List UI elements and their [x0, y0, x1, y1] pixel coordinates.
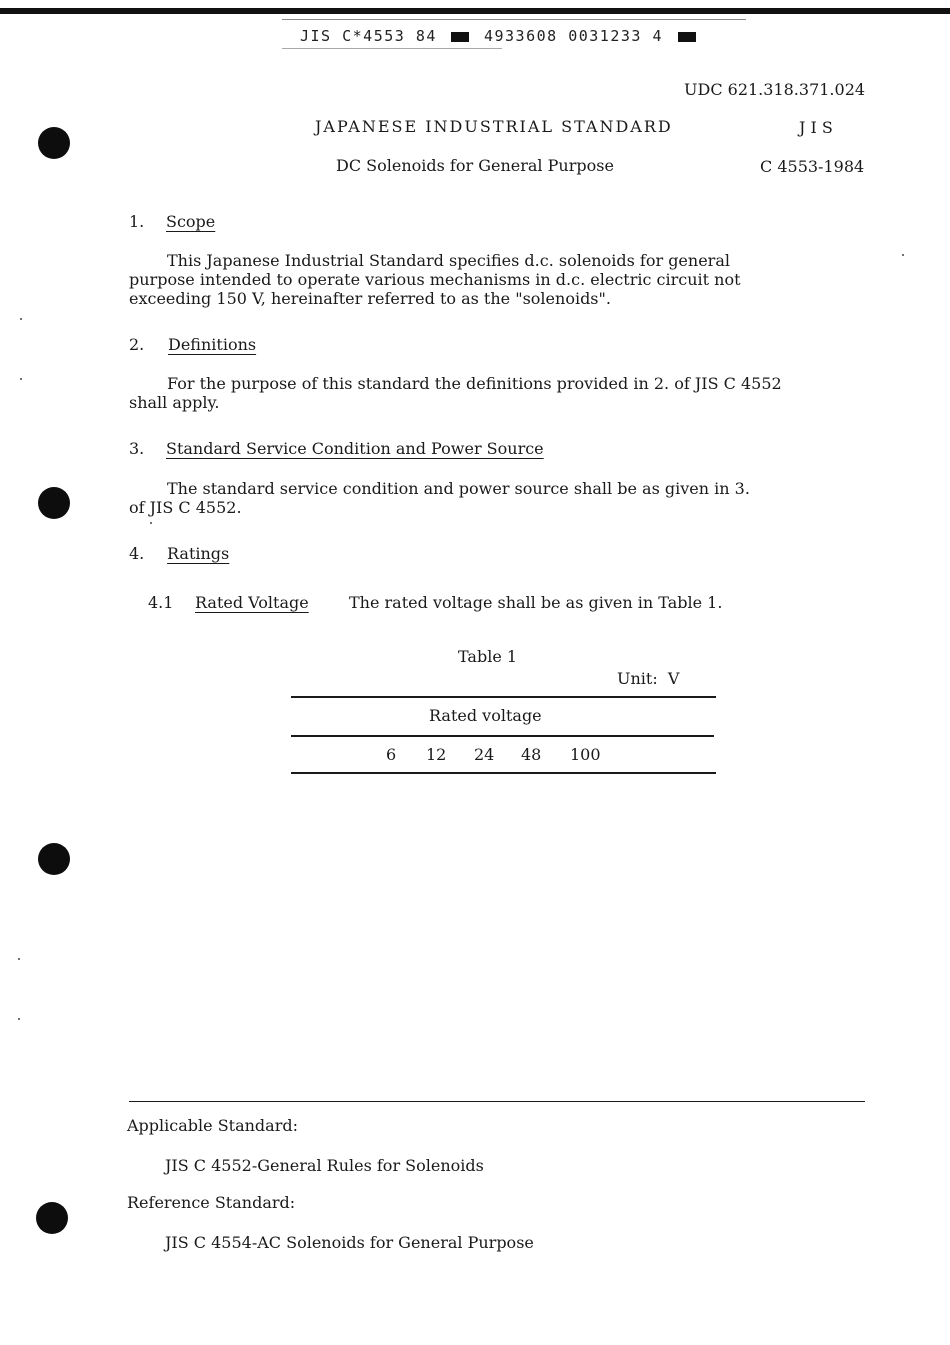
footer-rule — [129, 1101, 865, 1102]
punch-hole — [36, 1202, 68, 1234]
section-number: 1. — [129, 212, 145, 231]
subsection-text: The rated voltage shall be as given in Table 1. — [349, 593, 723, 612]
section-body-definitions — [129, 374, 782, 412]
subsection-number: 4.1 — [148, 593, 174, 612]
header-rule-bottom — [282, 48, 502, 49]
standard-organization: JAPANESE INDUSTRIAL STANDARD — [315, 117, 673, 136]
scan-top-bar — [0, 8, 950, 14]
section-heading-scope: Scope — [166, 212, 216, 231]
document-code-strip — [300, 27, 700, 45]
table-unit: Unit: V — [617, 669, 680, 688]
document-code: JIS C*4553 84 — [300, 27, 437, 45]
body-line: exceeding 150 V, hereinafter referred to as the "solenoids". — [129, 289, 611, 308]
jis-mark: J I S — [799, 118, 833, 137]
punch-hole — [38, 487, 70, 519]
body-line: This Japanese Industrial Standard specifies d.c. solenoids for general — [167, 251, 730, 270]
table-cell: 48 — [521, 745, 542, 764]
section-heading-definitions: Definitions — [168, 335, 257, 354]
punch-hole — [38, 127, 70, 159]
redaction-block-icon — [451, 32, 469, 42]
section-number: 2. — [129, 335, 145, 354]
applicable-standard-label: Applicable Standard: — [127, 1116, 298, 1135]
body-line: purpose intended to operate various mechanisms in d.c. electric circuit not — [129, 270, 741, 289]
table-mid-rule — [291, 735, 714, 737]
table-cell: 6 — [386, 745, 397, 764]
section-number: 3. — [129, 439, 145, 458]
table-caption: Table 1 — [458, 647, 518, 666]
scan-speck — [150, 522, 152, 524]
scan-speck — [20, 318, 22, 320]
scan-speck — [20, 378, 22, 380]
punch-hole — [38, 843, 70, 875]
udc-number: UDC 621.318.371.024 — [684, 80, 866, 99]
body-line: of JIS C 4552. — [129, 498, 242, 517]
scan-speck — [18, 958, 20, 960]
table-cell: 12 — [426, 745, 447, 764]
section-body-service-condition — [129, 479, 750, 517]
reference-standard-label: Reference Standard: — [127, 1193, 296, 1212]
document-title: DC Solenoids for General Purpose — [336, 156, 614, 175]
section-heading-service-condition: Standard Service Condition and Power Source — [166, 439, 544, 458]
section-number: 4. — [129, 544, 145, 563]
table-cell: 24 — [474, 745, 495, 764]
body-line: shall apply. — [129, 393, 220, 412]
standard-number: C 4553-1984 — [760, 157, 865, 176]
body-line: The standard service condition and power source shall be as given in 3. — [167, 479, 750, 498]
table-top-rule — [291, 696, 716, 698]
reference-standard-item: JIS C 4554-AC Solenoids for General Purpose — [165, 1233, 534, 1252]
redaction-block-icon — [678, 32, 696, 42]
document-code-tail: 4933608 0031233 4 — [483, 27, 663, 45]
table-header-rated-voltage: Rated voltage — [429, 706, 542, 725]
scan-speck — [18, 1018, 20, 1020]
table-bottom-rule — [291, 772, 716, 774]
header-rule-top — [282, 19, 746, 20]
table-cell: 100 — [570, 745, 601, 764]
applicable-standard-item: JIS C 4552-General Rules for Solenoids — [165, 1156, 484, 1175]
subsection-heading-rated-voltage: Rated Voltage — [195, 593, 309, 612]
scan-speck — [902, 254, 904, 256]
section-body-scope — [129, 251, 741, 308]
section-heading-ratings: Ratings — [167, 544, 230, 563]
body-line: For the purpose of this standard the definitions provided in 2. of JIS C 4552 — [167, 374, 782, 393]
